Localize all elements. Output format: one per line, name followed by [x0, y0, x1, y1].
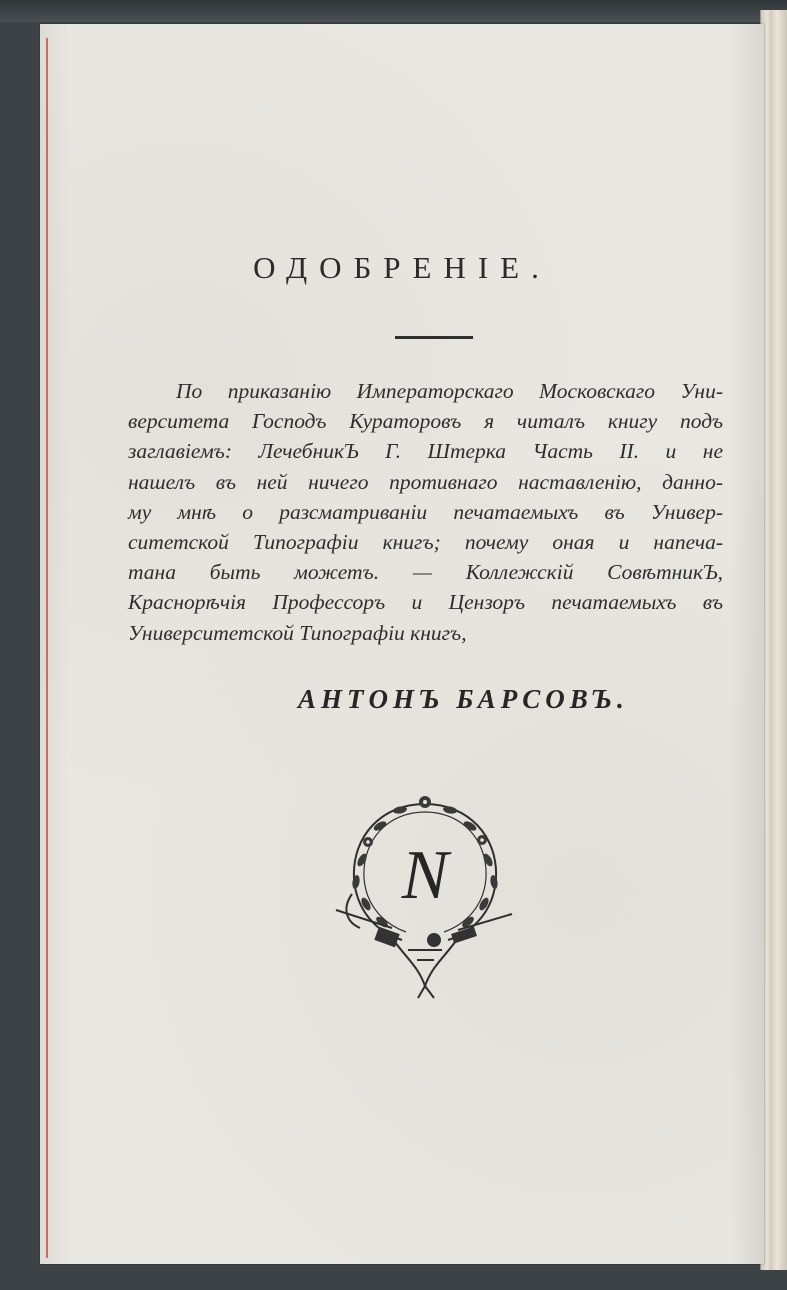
- text-line: тана быть можетъ. — Коллежскій СовѣтникЪ,: [128, 560, 723, 585]
- page-stack-edge: [760, 10, 787, 1270]
- text-line: заглавіемъ: ЛечебникЪ Г. Штерка Часть II. и не: [128, 439, 723, 464]
- text-line: По приказанію Императорскаго Московскаго Уни-: [176, 379, 723, 403]
- text-line: ситетской Типографіи книгъ; почему оная и напеча-: [128, 530, 723, 555]
- text-line: нашелъ въ ней ничего противнаго наставленію, данно-: [128, 469, 723, 494]
- page-title: ОДОБРЕНІЕ.: [253, 250, 551, 285]
- text-line: Университетской Типографіи книгъ,: [128, 620, 467, 645]
- censor-signature: АНТОНЪ БАРСОВЪ.: [298, 684, 629, 714]
- title-rule-divider: [395, 336, 473, 339]
- monogram-letter: N: [401, 837, 449, 914]
- page-margin-line: [46, 38, 48, 1258]
- wreath-monogram-ornament-icon: [322, 790, 528, 1000]
- text-line: верситета Господъ Кураторовъ я читалъ книгу подъ: [128, 409, 723, 434]
- book-cover-edge: [0, 0, 787, 22]
- text-line: му мнѣ о разсматриваніи печатаемыхъ въ Универ-: [128, 499, 723, 524]
- approval-text: [128, 376, 723, 648]
- text-line: Краснорѣчія Профессоръ и Цензоръ печатаемыхъ въ: [128, 590, 723, 615]
